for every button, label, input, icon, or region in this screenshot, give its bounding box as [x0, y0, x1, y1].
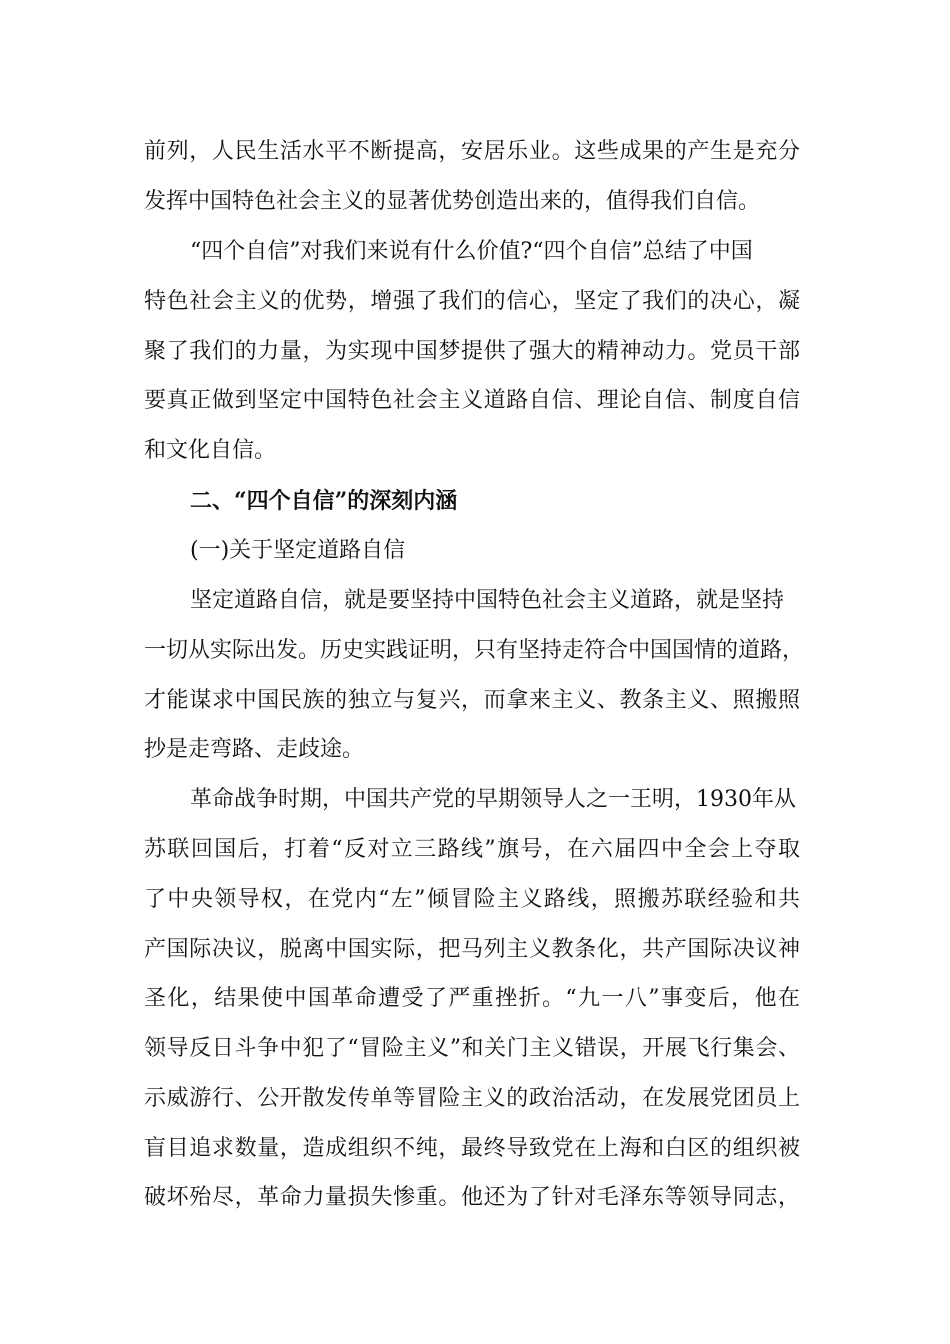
- subsection-heading: (一)关于坚定道路自信: [190, 538, 406, 563]
- paragraph-line: 苏联回国后，打着“反对立三路线”旗号，在六届四中全会上夺取: [144, 837, 800, 862]
- paragraph-line: 才能谋求中国民族的独立与复兴，而拿来主义、教条主义、照搬照: [144, 688, 800, 713]
- paragraph-line: 领导反日斗争中犯了“冒险主义”和关门主义错误，开展飞行集会、: [144, 1036, 800, 1061]
- paragraph-line: 革命战争时期，中国共产党的早期领导人之一王明，1930年从: [190, 787, 796, 812]
- paragraph-line: 前列，人民生活水平不断提高，安居乐业。这些成果的产生是充分: [144, 139, 800, 164]
- paragraph-line: 和文化自信。: [144, 438, 277, 463]
- paragraph-line: 聚了我们的力量，为实现中国梦提供了强大的精神动力。党员干部: [144, 339, 800, 364]
- paragraph-line: 一切从实际出发。历史实践证明，只有坚持走符合中国国情的道路，: [144, 638, 805, 663]
- paragraph-line: “四个自信”对我们来说有什么价值?“四个自信”总结了中国: [190, 239, 753, 264]
- paragraph-line: 要真正做到坚定中国特色社会主义道路自信、理论自信、制度自信: [144, 388, 800, 413]
- paragraph-line: 示威游行、公开散发传单等冒险主义的政治活动，在发展党团员上: [144, 1086, 800, 1111]
- paragraph-line: 圣化，结果使中国革命遭受了严重挫折。“九一八”事变后，他在: [144, 986, 800, 1011]
- section-heading: 二、“四个自信”的深刻内涵: [190, 488, 458, 514]
- paragraph-line: 破坏殆尽，革命力量损失惨重。他还为了针对毛泽东等领导同志，: [144, 1185, 800, 1210]
- paragraph-line: 产国际决议，脱离中国实际，把马列主义教条化，共产国际决议神: [144, 937, 800, 962]
- paragraph-line: 了中央领导权，在党内“左”倾冒险主义路线，照搬苏联经验和共: [144, 887, 800, 912]
- paragraph-line: 发挥中国特色社会主义的显著优势创造出来的，值得我们自信。: [144, 189, 761, 214]
- paragraph-line: 抄是走弯路、走歧途。: [144, 737, 365, 762]
- paragraph-line: 盲目追求数量，造成组织不纯，最终导致党在上海和白区的组织被: [144, 1136, 800, 1161]
- paragraph-line: 特色社会主义的优势，增强了我们的信心，坚定了我们的决心，凝: [144, 289, 800, 314]
- paragraph-line: 坚定道路自信，就是要坚持中国特色社会主义道路，就是坚持: [190, 588, 785, 613]
